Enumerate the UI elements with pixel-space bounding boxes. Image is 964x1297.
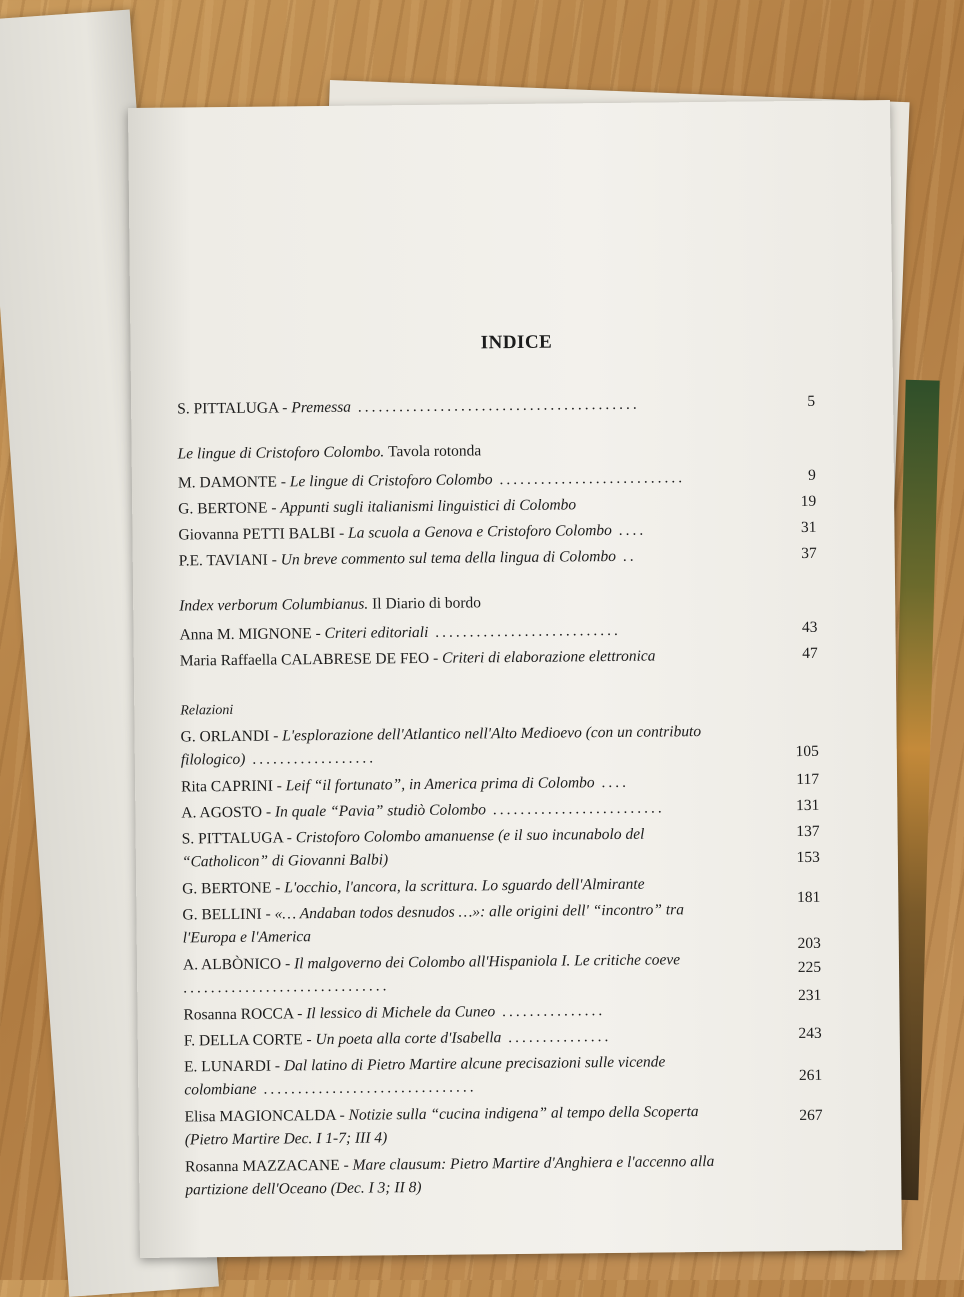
page-number: 181 (796, 888, 821, 907)
page-number: 9 (808, 466, 816, 484)
page-title: INDICE (480, 331, 553, 354)
section-heading: Le lingue di Cristoforo Colombo. Tavola rotonda (177, 442, 482, 463)
page-number: 153 (796, 848, 820, 867)
page-number: 231 (797, 986, 822, 1005)
toc-entry: Rosanna MAZZACANE - Mare clausum: Pietro Martire d'Anghiera e l'accenno alla partizione dell'Oceano (Dec. I 3; II 8) (185, 1152, 715, 1199)
toc-entry: G. BELLINI - «… Andaban todos desnudos …»: alle origini dell' “incontro” tra l'Europa e l'America (182, 901, 684, 947)
toc-entry: G. BERTONE - Appunti sugli italianismi linguistici di Colombo (178, 496, 577, 518)
toc-entry: A. ALBÒNICO - Il malgoverno dei Colombo all'Hispaniola I. Le critiche coeve .............................. (182, 951, 681, 997)
page-number: 5 (807, 392, 816, 410)
toc-entry: G. ORLANDI - L'esplorazione dell'Atlantico nell'Alto Medioevo (con un contributo filologico) .................. (180, 723, 702, 769)
page-number: 117 (796, 770, 820, 789)
toc-entry: M. DAMONTE - Le lingue di Cristoforo Colombo ........................... (177, 469, 686, 492)
toc-entry: F. DELLA CORTE - Un poeta alla corte d'Isabella ............... (183, 1028, 612, 1050)
toc-entry: Rosanna ROCCA - Il lessico di Michele da Cuneo ............... (183, 1002, 606, 1024)
page-number: 31 (800, 518, 817, 536)
toc-entry: S. PITTALUGA - Premessa ......................................... (177, 395, 640, 418)
toc-entry: P.E. TAVIANI - Un breve commento sul tema della lingua di Colombo .. (178, 547, 637, 570)
page-number: 203 (797, 934, 821, 953)
page-number: 105 (795, 742, 819, 761)
toc-entry: Anna M. MIGNONE - Criteri editoriali ........................... (179, 621, 621, 644)
toc-entry: Maria Raffaella CALABRESE DE FEO - Criteri di elaborazione elettronica (179, 647, 656, 670)
toc-entry: S. PITTALUGA - Cristoforo Colombo amanuense (e il suo incunabolo del “Catholicon” di Giovanni Balbi) (181, 825, 645, 871)
toc-entry: Rita CAPRINI - Leif “il fortunato”, in America prima di Colombo .... (181, 773, 630, 796)
section-heading: Index verborum Columbianus. Il Diario di bordo (179, 594, 482, 615)
page-number: 243 (798, 1024, 822, 1043)
toc-entry: E. LUNARDI - Dal latino di Pietro Martire alcune precisazioni sulle vicende colombiane ............................... (183, 1053, 666, 1099)
section-heading: Relazioni (180, 702, 234, 719)
page-number: 261 (798, 1066, 823, 1085)
book-page (128, 100, 902, 1258)
toc-entry: A. AGOSTO - In quale “Pavia” studiò Colombo ......................... (181, 799, 665, 822)
page-number: 43 (801, 618, 818, 636)
toc-entry: Giovanna PETTI BALBI - La scuola a Genova e Cristoforo Colombo .... (178, 521, 647, 544)
page-number: 137 (796, 822, 820, 841)
toc-entry: Elisa MAGIONCALDA - Notizie sulla “cucina indigena” al tempo della Scoperta (Pietro Martire Dec. I 1-7; III 4) (184, 1103, 699, 1149)
page-number: 267 (799, 1106, 823, 1125)
page-number: 131 (796, 796, 820, 815)
page-number: 37 (801, 544, 817, 562)
page-number: 19 (800, 492, 817, 510)
toc-entry: G. BERTONE - L'occhio, l'ancora, la scrittura. Lo sguardo dell'Almirante (182, 875, 645, 898)
page-number: 47 (802, 644, 818, 662)
page-number: 225 (797, 958, 822, 977)
